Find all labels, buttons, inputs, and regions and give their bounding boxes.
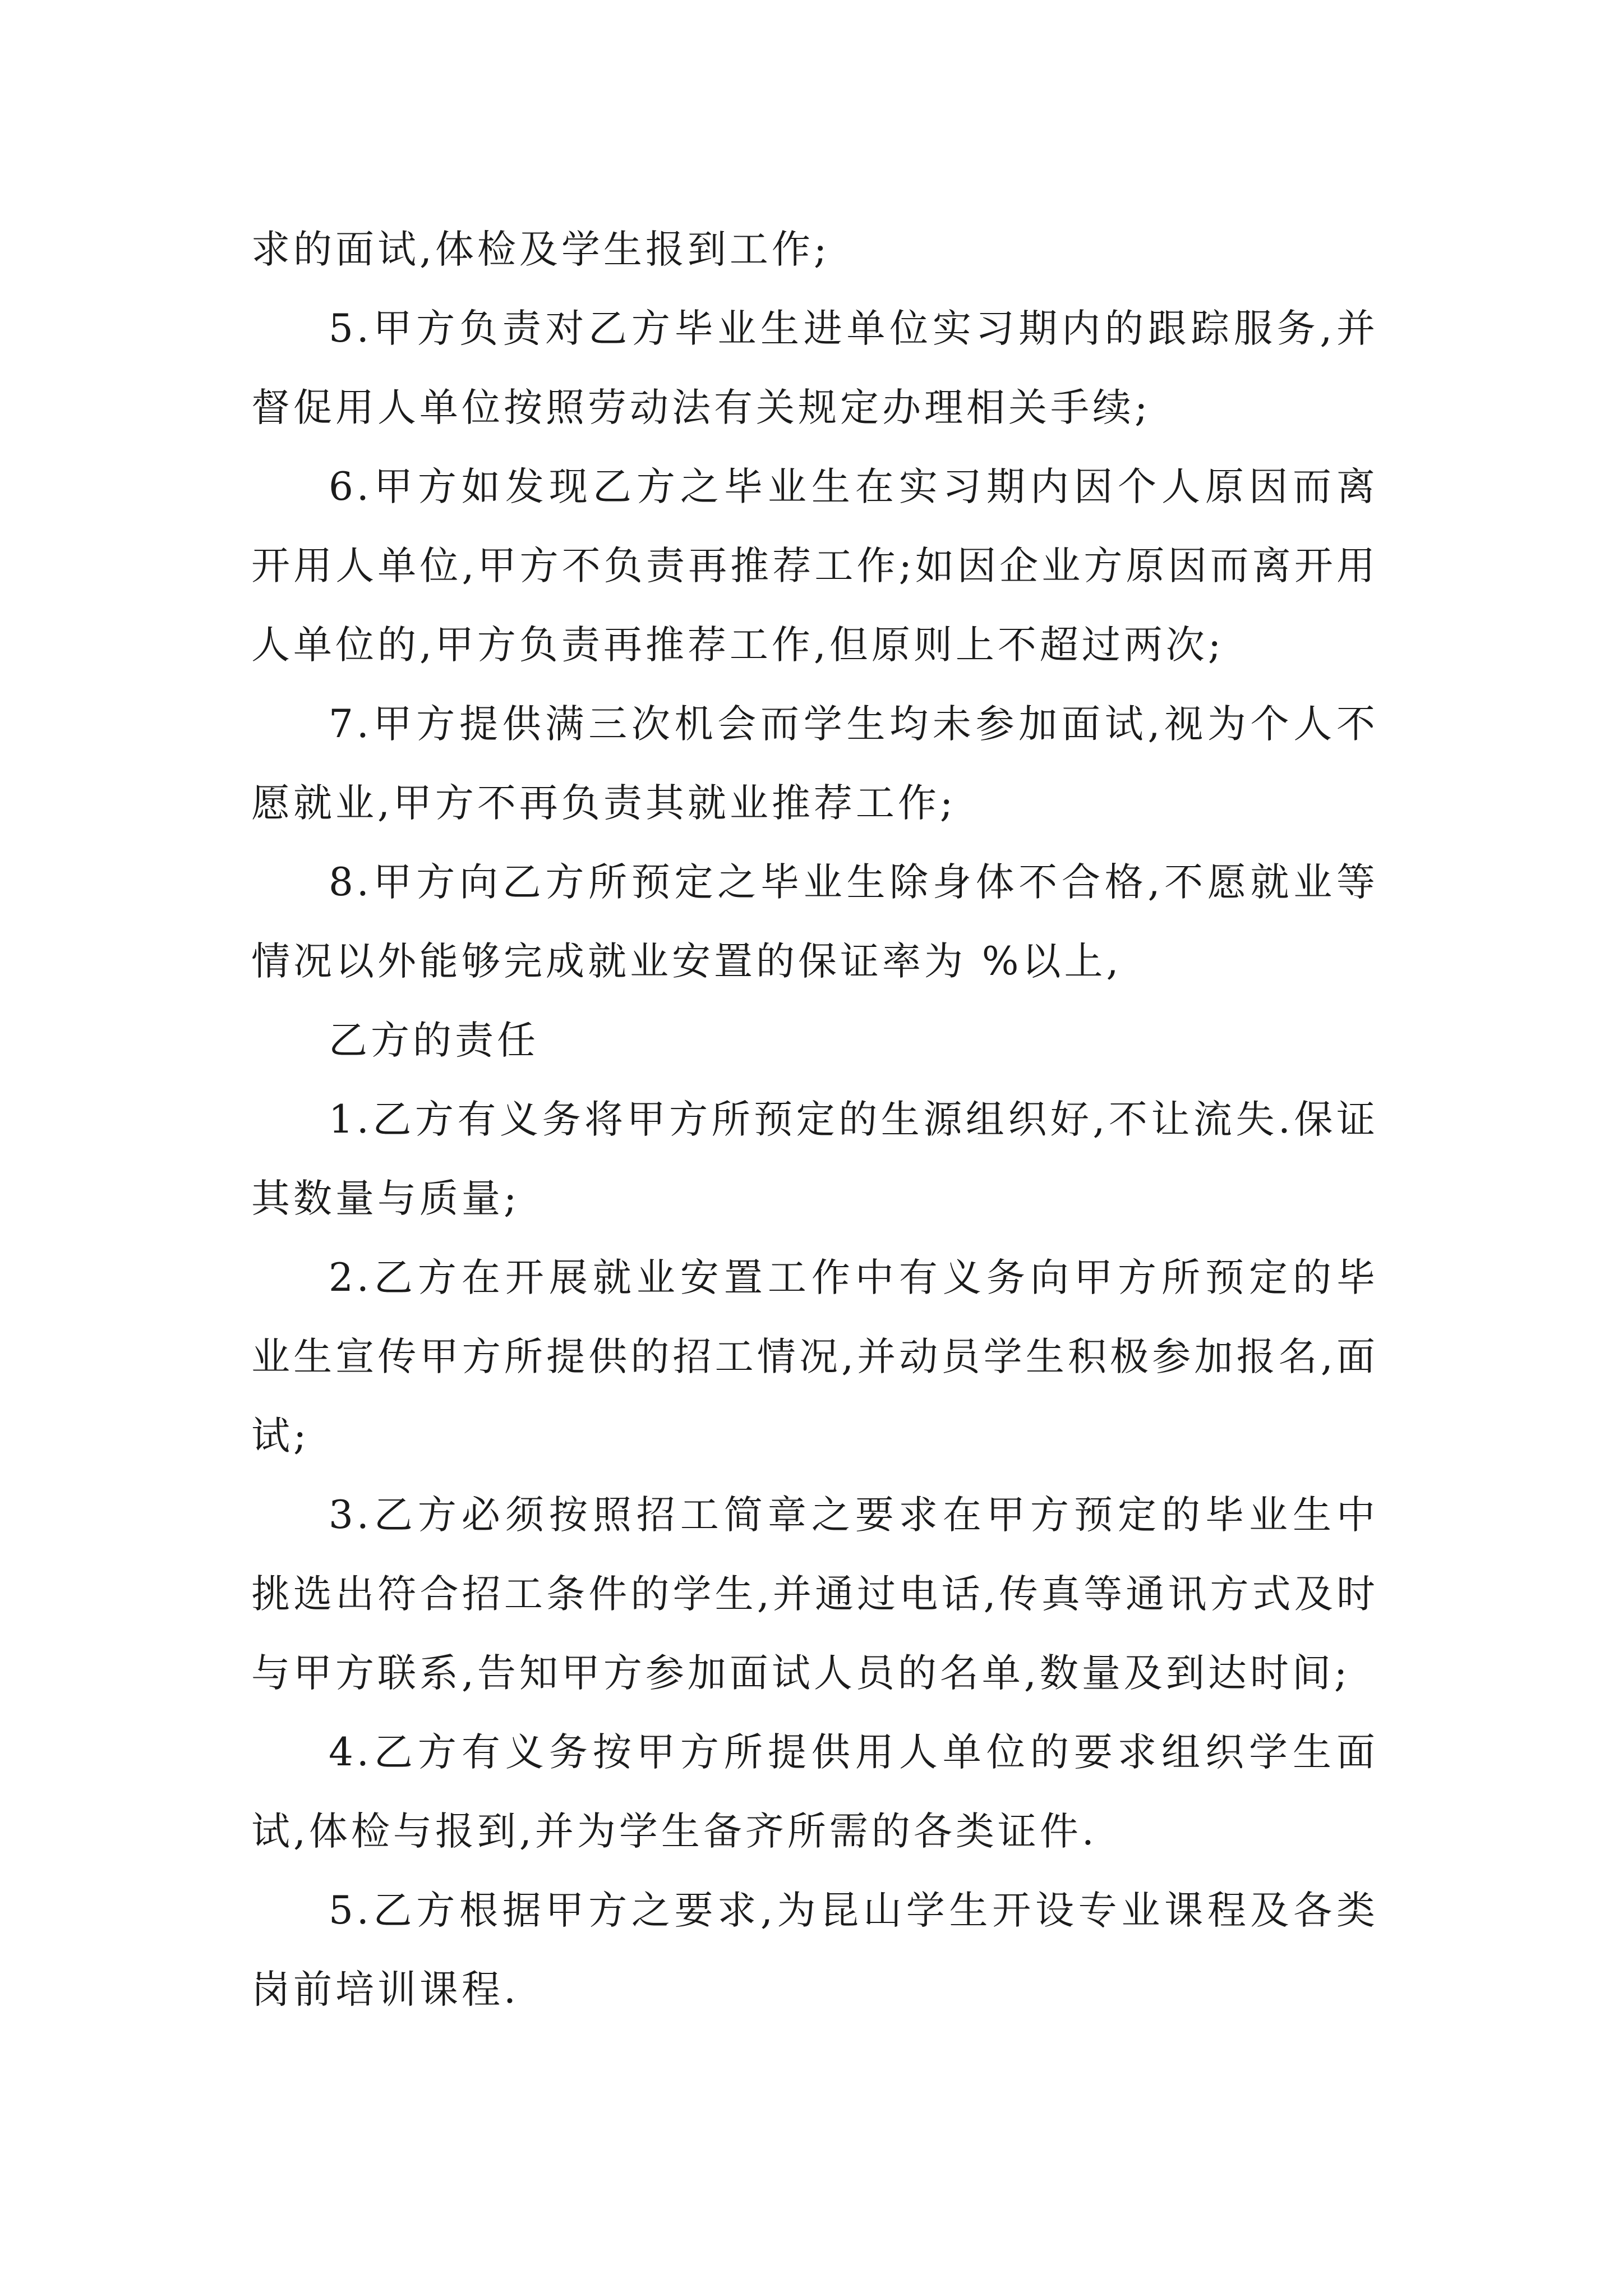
paragraph-party-b-item-3: 3.乙方必须按照招工简章之要求在甲方预定的毕业生中挑选出符合招工条件的学生,并通过电话,传真等通讯方式及时与甲方联系,告知甲方参加面试人员的名单,数量及到达时间; bbox=[251, 1493, 1378, 1696]
paragraph-party-b-item-5: 5.乙方根据甲方之要求,为昆山学生开设专业课程及各类岗前培训课程. bbox=[251, 1888, 1378, 2012]
document-body bbox=[251, 210, 1378, 2030]
paragraph-party-a-item-5: 5.甲方负责对乙方毕业生进单位实习期内的跟踪服务,并督促用人单位按照劳动法有关规定办理相关手续; bbox=[251, 306, 1378, 430]
paragraph-party-a-item-7: 7.甲方提供满三次机会而学生均未参加面试,视为个人不愿就业,甲方不再负责其就业推荐工作; bbox=[251, 702, 1378, 826]
paragraph-party-a-item-8: 8.甲方向乙方所预定之毕业生除身体不合格,不愿就业等情况以外能够完成就业安置的保证率为 %以上, bbox=[251, 860, 1378, 984]
paragraph-party-b-item-1: 1.乙方有义务将甲方所预定的生源组织好,不让流失.保证其数量与质量; bbox=[251, 1097, 1378, 1221]
section-heading-party-b-responsibilities: 乙方的责任 bbox=[329, 1018, 539, 1063]
paragraph-party-b-item-4: 4.乙方有义务按甲方所提供用人单位的要求组织学生面试,体检与报到,并为学生备齐所需的各类证件. bbox=[251, 1730, 1378, 1854]
paragraph-continuation: 求的面试,体检及学生报到工作; bbox=[251, 227, 831, 272]
paragraph-party-a-item-6: 6.甲方如发现乙方之毕业生在实习期内因个人原因而离开用人单位,甲方不负责再推荐工作;如因企业方原因而离开用人单位的,甲方负责再推荐工作,但原则上不超过两次; bbox=[251, 464, 1378, 668]
paragraph-party-b-item-2: 2.乙方在开展就业安置工作中有义务向甲方所预定的毕业生宣传甲方所提供的招工情况,并动员学生积极参加报名,面试; bbox=[251, 1255, 1378, 1458]
